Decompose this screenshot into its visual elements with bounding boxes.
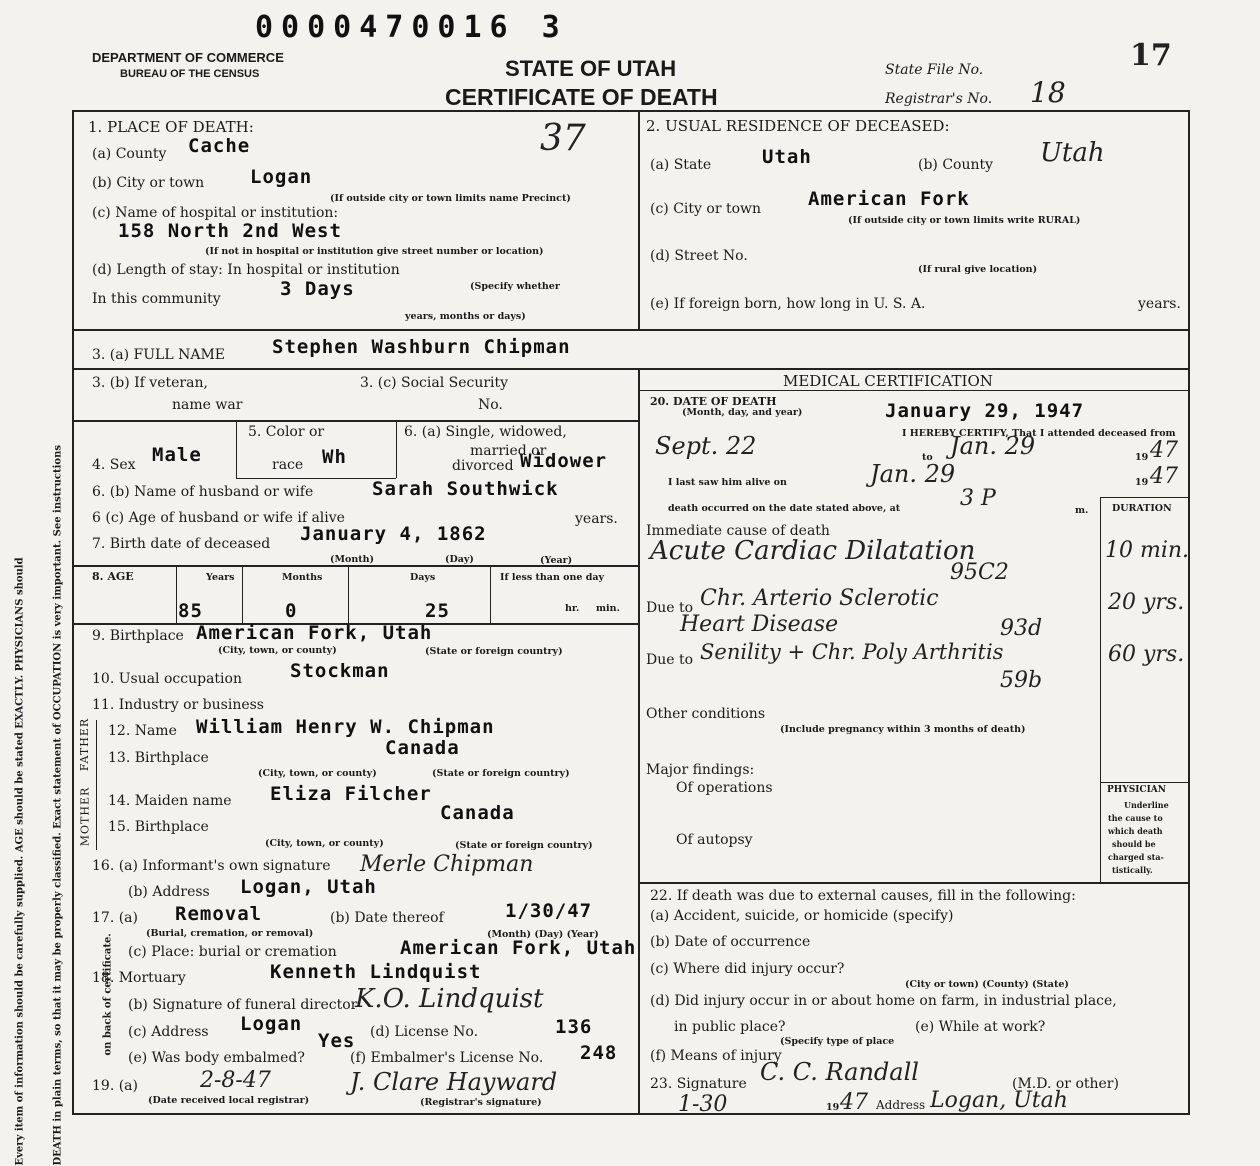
attended-to-label: to — [922, 452, 933, 463]
due-to-2-duration[interactable]: 60 yrs. — [1108, 642, 1185, 667]
physician-box-line-4: should be — [1112, 839, 1156, 849]
due-to-1-label: Due to — [646, 600, 694, 616]
birthplace-city-note: (City, town, or county) — [218, 645, 337, 656]
mortuary-address-value[interactable]: Logan — [240, 1013, 303, 1035]
stay-label: (d) Length of stay: In hospital or institution — [92, 262, 400, 278]
specify-note: (Specify whether — [470, 281, 560, 292]
occupation-label: 10. Usual occupation — [92, 671, 242, 687]
residence-state-value[interactable]: Utah — [762, 146, 812, 168]
signature-23-value[interactable]: C. C. Randall — [760, 1058, 919, 1086]
top-divider — [638, 110, 640, 330]
row-divider-2 — [72, 368, 1190, 370]
age-less-label: If less than one day — [500, 572, 605, 583]
residence-city-label: (c) City or town — [650, 201, 762, 217]
father-city-note: (City, town, or county) — [258, 768, 377, 779]
informant-address-value[interactable]: Logan, Utah — [240, 876, 377, 898]
external-title: 22. If death was due to external causes, fill in the following: — [650, 888, 1076, 904]
signature-address-value[interactable]: Logan, Utah — [930, 1088, 1068, 1113]
major-findings-label: Major findings: — [646, 762, 755, 778]
time-of-death[interactable]: 3 P — [960, 486, 996, 511]
embalmer-value[interactable]: 248 — [580, 1042, 618, 1064]
date-of-death-label: 20. DATE OF DEATH — [650, 395, 777, 408]
sex-col-1 — [236, 420, 237, 478]
duration-col — [1100, 497, 1101, 882]
mother-side-label: MOTHER — [78, 786, 92, 847]
due-to-1b-value[interactable]: Heart Disease — [680, 612, 839, 637]
margin-instruction-2: DEATH in plain terms, so that it may be properly classified. Exact statement of OCCUPATION is very important. See instructions — [52, 445, 64, 1166]
street-label: (d) Street No. — [650, 248, 748, 264]
mother-birthplace-value[interactable]: Canada — [440, 802, 515, 824]
mother-maiden-label: 14. Maiden name — [108, 793, 232, 809]
father-name-value[interactable]: William Henry W. Chipman — [196, 716, 495, 738]
disposition-date-note: (Month) (Day) (Year) — [487, 929, 599, 940]
immediate-duration[interactable]: 10 min. — [1105, 538, 1190, 563]
industry-label: 11. Industry or business — [92, 697, 264, 713]
signature-date-year[interactable]: 47 — [840, 1090, 868, 1115]
disposition-date-value[interactable]: 1/30/47 — [505, 900, 593, 922]
row-divider-3 — [72, 420, 638, 422]
physician-box-line-2: the cause to — [1108, 813, 1163, 823]
residence-title: 2. USUAL RESIDENCE OF DECEASED: — [646, 117, 950, 135]
birth-label: 7. Birth date of deceased — [92, 536, 271, 552]
physician-box-line-5: charged sta- — [1108, 852, 1164, 862]
due-to-2-code[interactable]: 59b — [1000, 668, 1043, 693]
mother-birthplace-label: 15. Birthplace — [108, 819, 209, 835]
city-label: (b) City or town — [92, 175, 205, 191]
father-name-label: 12. Name — [108, 723, 177, 739]
duration-top — [1100, 497, 1188, 498]
birth-year-label: (Year) — [540, 555, 573, 566]
director-label: (b) Signature of funeral director — [128, 997, 358, 1013]
signature-date-year-prefix: 19 — [826, 1102, 840, 1113]
occurred-label: death occurred on the date stated above, at — [668, 503, 901, 514]
marital-label-b: married or — [470, 443, 547, 459]
margin-instruction-1: Every item of information should be carefully supplied. AGE should be stated EXACTLY. PHYSICIANS should — [14, 557, 26, 1166]
other-conditions-note: (Include pregnancy within 3 months of death) — [780, 724, 1026, 735]
informant-address-label: (b) Address — [128, 884, 210, 900]
department-label: DEPARTMENT OF COMMERCE — [92, 50, 284, 65]
frame-right — [1188, 110, 1190, 1115]
state-file-label: State File No. — [885, 62, 984, 78]
units-note: years, months or days) — [405, 311, 526, 322]
birthplace-value[interactable]: American Fork, Utah — [196, 622, 433, 644]
of-autopsy-label: Of autopsy — [676, 832, 753, 848]
frame-bottom — [72, 1113, 1190, 1115]
external-c-note: (City or town) (County) (State) — [905, 979, 1069, 990]
mother-state-note: (State or foreign country) — [455, 840, 593, 851]
duration-label: DURATION — [1112, 503, 1172, 514]
external-specify-note: (Specify type of place — [780, 1036, 895, 1047]
birth-day-label: (Day) — [445, 554, 474, 565]
mortuary-value[interactable]: Kenneth Lindquist — [270, 961, 482, 983]
birth-month-label: (Month) — [330, 554, 375, 565]
marital-label-a: 6. (a) Single, widowed, — [404, 424, 567, 440]
registrar-signature[interactable]: J. Clare Hayward — [350, 1068, 558, 1096]
mid-divider — [638, 368, 640, 1113]
community-value[interactable]: 3 Days — [280, 278, 355, 300]
disposition-value[interactable]: Removal — [175, 903, 263, 925]
due-to-2-label: Due to — [646, 652, 694, 668]
color-label: 5. Color or — [248, 424, 325, 440]
signature-address-label: Address — [876, 1098, 926, 1112]
father-state-note: (State or foreign country) — [432, 768, 570, 779]
social-security-no-label: No. — [478, 397, 503, 413]
mother-city-note: (City, town, or county) — [265, 838, 384, 849]
age-hr-label: hr. — [565, 603, 580, 614]
age-label: 8. AGE — [92, 570, 134, 583]
frame-top — [72, 110, 1190, 112]
external-a: (a) Accident, suicide, or homicide (specify) — [650, 908, 954, 924]
father-birthplace-value[interactable]: Canada — [385, 737, 460, 759]
due-to-1-duration[interactable]: 20 yrs. — [1108, 590, 1185, 615]
due-to-1-code[interactable]: 93d — [1000, 616, 1043, 641]
embalmed-label: (e) Was body embalmed? — [128, 1050, 305, 1066]
residence-county-label: (b) County — [918, 157, 994, 173]
spouse-label: 6. (b) Name of husband or wife — [92, 484, 314, 500]
last-saw-value[interactable]: Jan. 29 — [870, 460, 956, 488]
city-value[interactable]: Logan — [250, 166, 313, 188]
external-d2: in public place? — [674, 1019, 786, 1035]
signature-date[interactable]: 1-30 — [678, 1092, 728, 1117]
m-label: m. — [1075, 505, 1089, 516]
spouse-age-label: 6 (c) Age of husband or wife if alive — [92, 510, 345, 526]
disposition-place-label: (c) Place: burial or cremation — [128, 944, 337, 960]
last-saw-label: I last saw him alive on — [668, 477, 787, 488]
last-saw-year[interactable]: 47 — [1150, 464, 1178, 489]
informant-signature-label: 16. (a) Informant's own signature — [92, 858, 331, 874]
bureau-label: BUREAU OF THE CENSUS — [120, 68, 260, 80]
physician-box-line-6: tistically. — [1112, 865, 1153, 875]
mother-maiden-value[interactable]: Eliza Filcher — [270, 783, 432, 805]
physician-box-title: PHYSICIAN — [1107, 785, 1166, 795]
registrar-section-label: 19. (a) — [92, 1078, 138, 1094]
disposition-note: (Burial, cremation, or removal) — [146, 928, 314, 939]
parents-bracket — [96, 720, 97, 850]
immediate-cause-label: Immediate cause of death — [646, 523, 830, 539]
foreign-years: years. — [1138, 296, 1181, 312]
veteran-label: 3. (b) If veteran, — [92, 375, 208, 391]
birth-value[interactable]: January 4, 1862 — [300, 523, 487, 545]
license-label: (d) License No. — [370, 1024, 479, 1040]
of-operations-label: Of operations — [676, 780, 773, 796]
birthplace-state-note: (State or foreign country) — [425, 646, 563, 657]
community-label: In this community — [92, 291, 221, 307]
due-to-2-value[interactable]: Senility + Chr. Poly Arthritis — [700, 640, 1004, 664]
father-birthplace-label: 13. Birthplace — [108, 750, 209, 766]
row-divider-1 — [72, 329, 1190, 331]
attended-to[interactable]: Jan. 29 — [950, 432, 1036, 460]
full-name-value[interactable]: Stephen Washburn Chipman — [272, 336, 571, 358]
age-days-label: Days — [410, 572, 436, 583]
marital-value[interactable]: Widower — [520, 450, 608, 472]
physician-box-line-3: which death — [1108, 826, 1163, 836]
marital-label-c: divorced — [452, 458, 514, 474]
attended-year[interactable]: 47 — [1150, 438, 1178, 463]
disposition-label: 17. (a) — [92, 910, 138, 926]
race-label: race — [272, 457, 304, 473]
age-col-4 — [490, 565, 491, 623]
external-c: (c) Where did injury occur? — [650, 961, 845, 977]
age-col-1 — [176, 565, 177, 623]
spouse-value[interactable]: Sarah Southwick — [372, 478, 559, 500]
residence-county-value[interactable]: Utah — [1040, 138, 1105, 168]
state-file-value: 17 — [1130, 38, 1172, 73]
hospital-note: (If not in hospital or institution give street number or location) — [205, 246, 544, 257]
father-side-label: FATHER — [78, 717, 92, 772]
external-divider — [638, 882, 1188, 884]
attended-from[interactable]: Sept. 22 — [655, 432, 757, 460]
color-value[interactable]: Wh — [322, 446, 347, 468]
age-years-label: Years — [206, 572, 235, 583]
state-title: STATE OF UTAH — [505, 56, 677, 81]
external-b: (b) Date of occurrence — [650, 934, 811, 950]
county-value[interactable]: Cache — [188, 135, 251, 157]
registrar-date[interactable]: 2-8-47 — [200, 1068, 271, 1093]
license-value[interactable]: 136 — [555, 1016, 593, 1038]
age-years-value[interactable]: 85 — [178, 600, 203, 622]
residence-city-note: (If outside city or town limits write RURAL) — [848, 215, 1081, 226]
mortuary-address-label: (c) Address — [128, 1024, 209, 1040]
registrar-value: 18 — [1030, 76, 1066, 109]
age-col-2 — [242, 565, 243, 623]
place-handwritten-number: 37 — [540, 118, 586, 159]
hospital-value[interactable]: 158 North 2nd West — [118, 220, 342, 242]
sex-col-2 — [396, 420, 397, 478]
disposition-date-label: (b) Date thereof — [330, 910, 444, 926]
birthplace-label: 9. Birthplace — [92, 628, 184, 644]
age-days-value[interactable]: 25 — [425, 600, 450, 622]
medical-title-line — [638, 390, 1188, 391]
date-of-death-note: (Month, day, and year) — [682, 407, 803, 418]
sex-value[interactable]: Male — [152, 444, 202, 466]
registrar-label: Registrar's No. — [885, 91, 993, 107]
hospital-label: (c) Name of hospital or institution: — [92, 205, 339, 221]
embalmed-value[interactable]: Yes — [318, 1030, 356, 1052]
date-of-death-value[interactable]: January 29, 1947 — [885, 400, 1085, 422]
md-label: (M.D. or other) — [1012, 1076, 1119, 1092]
signature-23-label: 23. Signature — [650, 1076, 747, 1092]
city-note: (If outside city or town limits name Precinct) — [330, 193, 571, 204]
age-months-label: Months — [282, 572, 323, 583]
attended-year-prefix: 19 — [1135, 452, 1149, 463]
due-to-1-value[interactable]: Chr. Arterio Sclerotic — [700, 586, 939, 611]
certificate-title: CERTIFICATE OF DEATH — [445, 84, 718, 110]
mortuary-label: 18. Mortuary — [92, 970, 186, 986]
full-name-label: 3. (a) FULL NAME — [92, 347, 225, 363]
external-e: (e) While at work? — [915, 1019, 1046, 1035]
physician-box-top — [1100, 782, 1188, 783]
physician-box-line-1: Underline — [1124, 800, 1169, 810]
age-col-3 — [348, 565, 349, 623]
spouse-years-label: years. — [575, 511, 618, 527]
immediate-cause-value[interactable]: Acute Cardiac Dilatation — [650, 536, 976, 566]
medical-title: MEDICAL CERTIFICATION — [783, 372, 993, 390]
serial-number: 0000470016 3 — [255, 10, 568, 45]
external-d: (d) Did injury occur in or about home on farm, in industrial place, — [650, 993, 1117, 1009]
sex-label: 4. Sex — [92, 457, 136, 473]
social-security-label: 3. (c) Social Security — [360, 375, 509, 391]
immediate-cause-code[interactable]: 95C2 — [950, 560, 1009, 585]
registrar-signature-note: (Registrar's signature) — [420, 1097, 542, 1108]
other-conditions-label: Other conditions — [646, 706, 766, 722]
external-f: (f) Means of injury — [650, 1048, 782, 1064]
director-signature[interactable]: K.O. Lindquist — [355, 984, 544, 1014]
registrar-date-note: (Date received local registrar) — [148, 1095, 310, 1106]
place-of-death-title: 1. PLACE OF DEATH: — [88, 118, 254, 136]
street-note: (If rural give location) — [918, 264, 1038, 275]
occupation-value[interactable]: Stockman — [290, 660, 390, 682]
residence-city-value[interactable]: American Fork — [808, 188, 970, 210]
frame-left — [72, 110, 74, 1115]
age-min-label: min. — [596, 603, 620, 614]
certify-label: I HEREBY CERTIFY, That I attended deceased from — [902, 428, 1176, 439]
residence-state-label: (a) State — [650, 157, 712, 173]
foreign-label: (e) If foreign born, how long in U. S. A. — [650, 296, 926, 312]
margin-instruction-3: on back of certificate. — [102, 933, 114, 1056]
age-months-value[interactable]: 0 — [285, 600, 298, 622]
county-label: (a) County — [92, 146, 167, 162]
embalmer-label: (f) Embalmer's License No. — [350, 1050, 544, 1066]
informant-signature[interactable]: Merle Chipman — [360, 852, 534, 877]
last-saw-year-prefix: 19 — [1135, 477, 1149, 488]
disposition-place-value[interactable]: American Fork, Utah — [400, 937, 637, 959]
veteran-war-label: name war — [172, 397, 243, 413]
